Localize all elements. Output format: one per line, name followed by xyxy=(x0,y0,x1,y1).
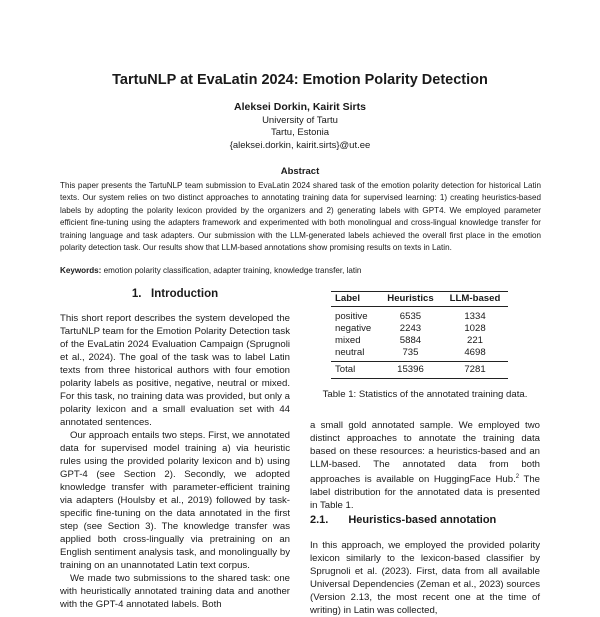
paragraph: This short report describes the system developed the TartuNLP team for the Emotion Polarity Detection task of the EvaLatin 2024 Evaluation Campaign (Sprugnoli et al., 2024). The goal of the task was to label Latin texts from three historical authors with four emotion polarity labels as positive, negative, neutral or mixed. For this task, no training data was provided, but only a polarity lexicon and a small evaluation set with 44 annotated sentences. xyxy=(60,313,290,428)
table-cell: 7281 xyxy=(442,362,509,379)
column-header: Label xyxy=(331,292,379,307)
section-number: 2.1. xyxy=(310,514,329,526)
table-cell: neutral xyxy=(335,347,365,358)
table-cell: 735 xyxy=(402,347,419,358)
keywords-label: Keywords: xyxy=(60,266,102,275)
table-cell: 2243 xyxy=(399,323,422,334)
table-cell: 4698 xyxy=(464,347,486,358)
statistics-table xyxy=(331,291,508,379)
paper-title: TartuNLP at EvaLatin 2024: Emotion Polarity Detection xyxy=(112,72,488,88)
section2-intro-text xyxy=(310,419,540,512)
table-cell: negative xyxy=(335,323,372,334)
table-cell: 5884 xyxy=(399,335,422,346)
section-title: Heuristics-based annotation xyxy=(348,514,497,526)
table-cell: 1334 xyxy=(464,311,486,322)
paragraph-text: a small gold annotated sample. We employed two distinct approaches to annotate the training data based on these resources: a heuristics-based and an LLM-based. The annotated data from both approaches is available on HuggingFace Hub. xyxy=(310,420,540,486)
affiliation-location: Tartu, Estonia xyxy=(270,127,330,138)
table-cell: 1028 xyxy=(464,323,486,334)
column-header: LLM-based xyxy=(442,292,509,307)
table-cell: 15396 xyxy=(379,362,441,379)
affiliation-university: University of Tartu xyxy=(262,115,338,126)
section-heading-heuristics xyxy=(310,514,516,526)
section-heading-introduction: 1. Introduction xyxy=(131,288,219,300)
heuristics-body xyxy=(310,539,540,616)
table-total-row xyxy=(331,362,508,379)
author-email: {aleksei.dorkin, kairit.sirts}@ut.ee xyxy=(229,140,371,151)
table-cell: Total xyxy=(331,362,379,379)
paragraph: Our approach entails two steps. First, we annotated data for supervised model training a) via heuristic rules using the provided polarity lexicon and b) using GPT-4 (see Section 2). Secondly, we adopted knowledge transfer with parameter-efficient training via adapters (Houlsby et al., 2019) followed by task-specific fine-tuning on the data annotated in the first step (see Section 3). The knowledge transfer was applied both cross-lingually via pretraining on an English sentiment analysis task, and monolingually by training on an unannotated Latin text corpus. xyxy=(60,430,290,571)
table-caption: Table 1: Statistics of the annotated training data. xyxy=(322,389,528,400)
introduction-body xyxy=(60,312,290,611)
authors: Aleksei Dorkin, Kairit Sirts xyxy=(234,101,366,113)
paragraph-text: The label distribution for the annotated data is presented in Table 1. xyxy=(310,474,540,512)
table-cell: 221 xyxy=(466,335,483,346)
paragraph xyxy=(310,419,540,512)
abstract-heading: Abstract xyxy=(280,166,320,177)
keywords-text: emotion polarity classification, adapter training, knowledge transfer, latin xyxy=(103,266,362,275)
table-cell: 6535 xyxy=(399,311,422,322)
table-header-row xyxy=(331,292,508,307)
paragraph: In this approach, we employed the provided polarity lexicon similarly to the lexicon-based classifier by Sprugnoli et al. (2023). First, data from all available Universal Dependencies (Zeman et al., 2023) sources (Version 2.13, the most recent one at the time of writing) in Latin was collected, xyxy=(310,540,540,616)
table-cell: mixed xyxy=(335,335,361,346)
keywords xyxy=(60,266,541,275)
footnote-mark[interactable]: 2 xyxy=(515,474,520,480)
abstract-text: This paper presents the TartuNLP team submission to EvaLatin 2024 shared task of the emotion polarity detection for historical Latin texts. Our system relies on two distinct approaches to annotating training data for supervised learning: 1) creating heuristics-based labels by adopting the polarity lexicon provided by the organizers and 2) generating labels with GPT4. We employed parameter efficient fine-tuning using the adapters framework and experimented with both monolingual and cross-lingual knowledge transfer for training language and task adapters. Our submission with the LLM-generated labels achieved the overall first place in the emotion polarity detection task. Our results show that LLM-based annotations show promising results on texts in Latin. xyxy=(60,181,541,253)
column-header: Heuristics xyxy=(379,292,441,307)
table-cell: positive xyxy=(335,311,368,322)
paragraph: We made two submissions to the shared task: one with heuristically annotated training data and another with the GPT-4 annotated labels. Both xyxy=(60,573,290,610)
